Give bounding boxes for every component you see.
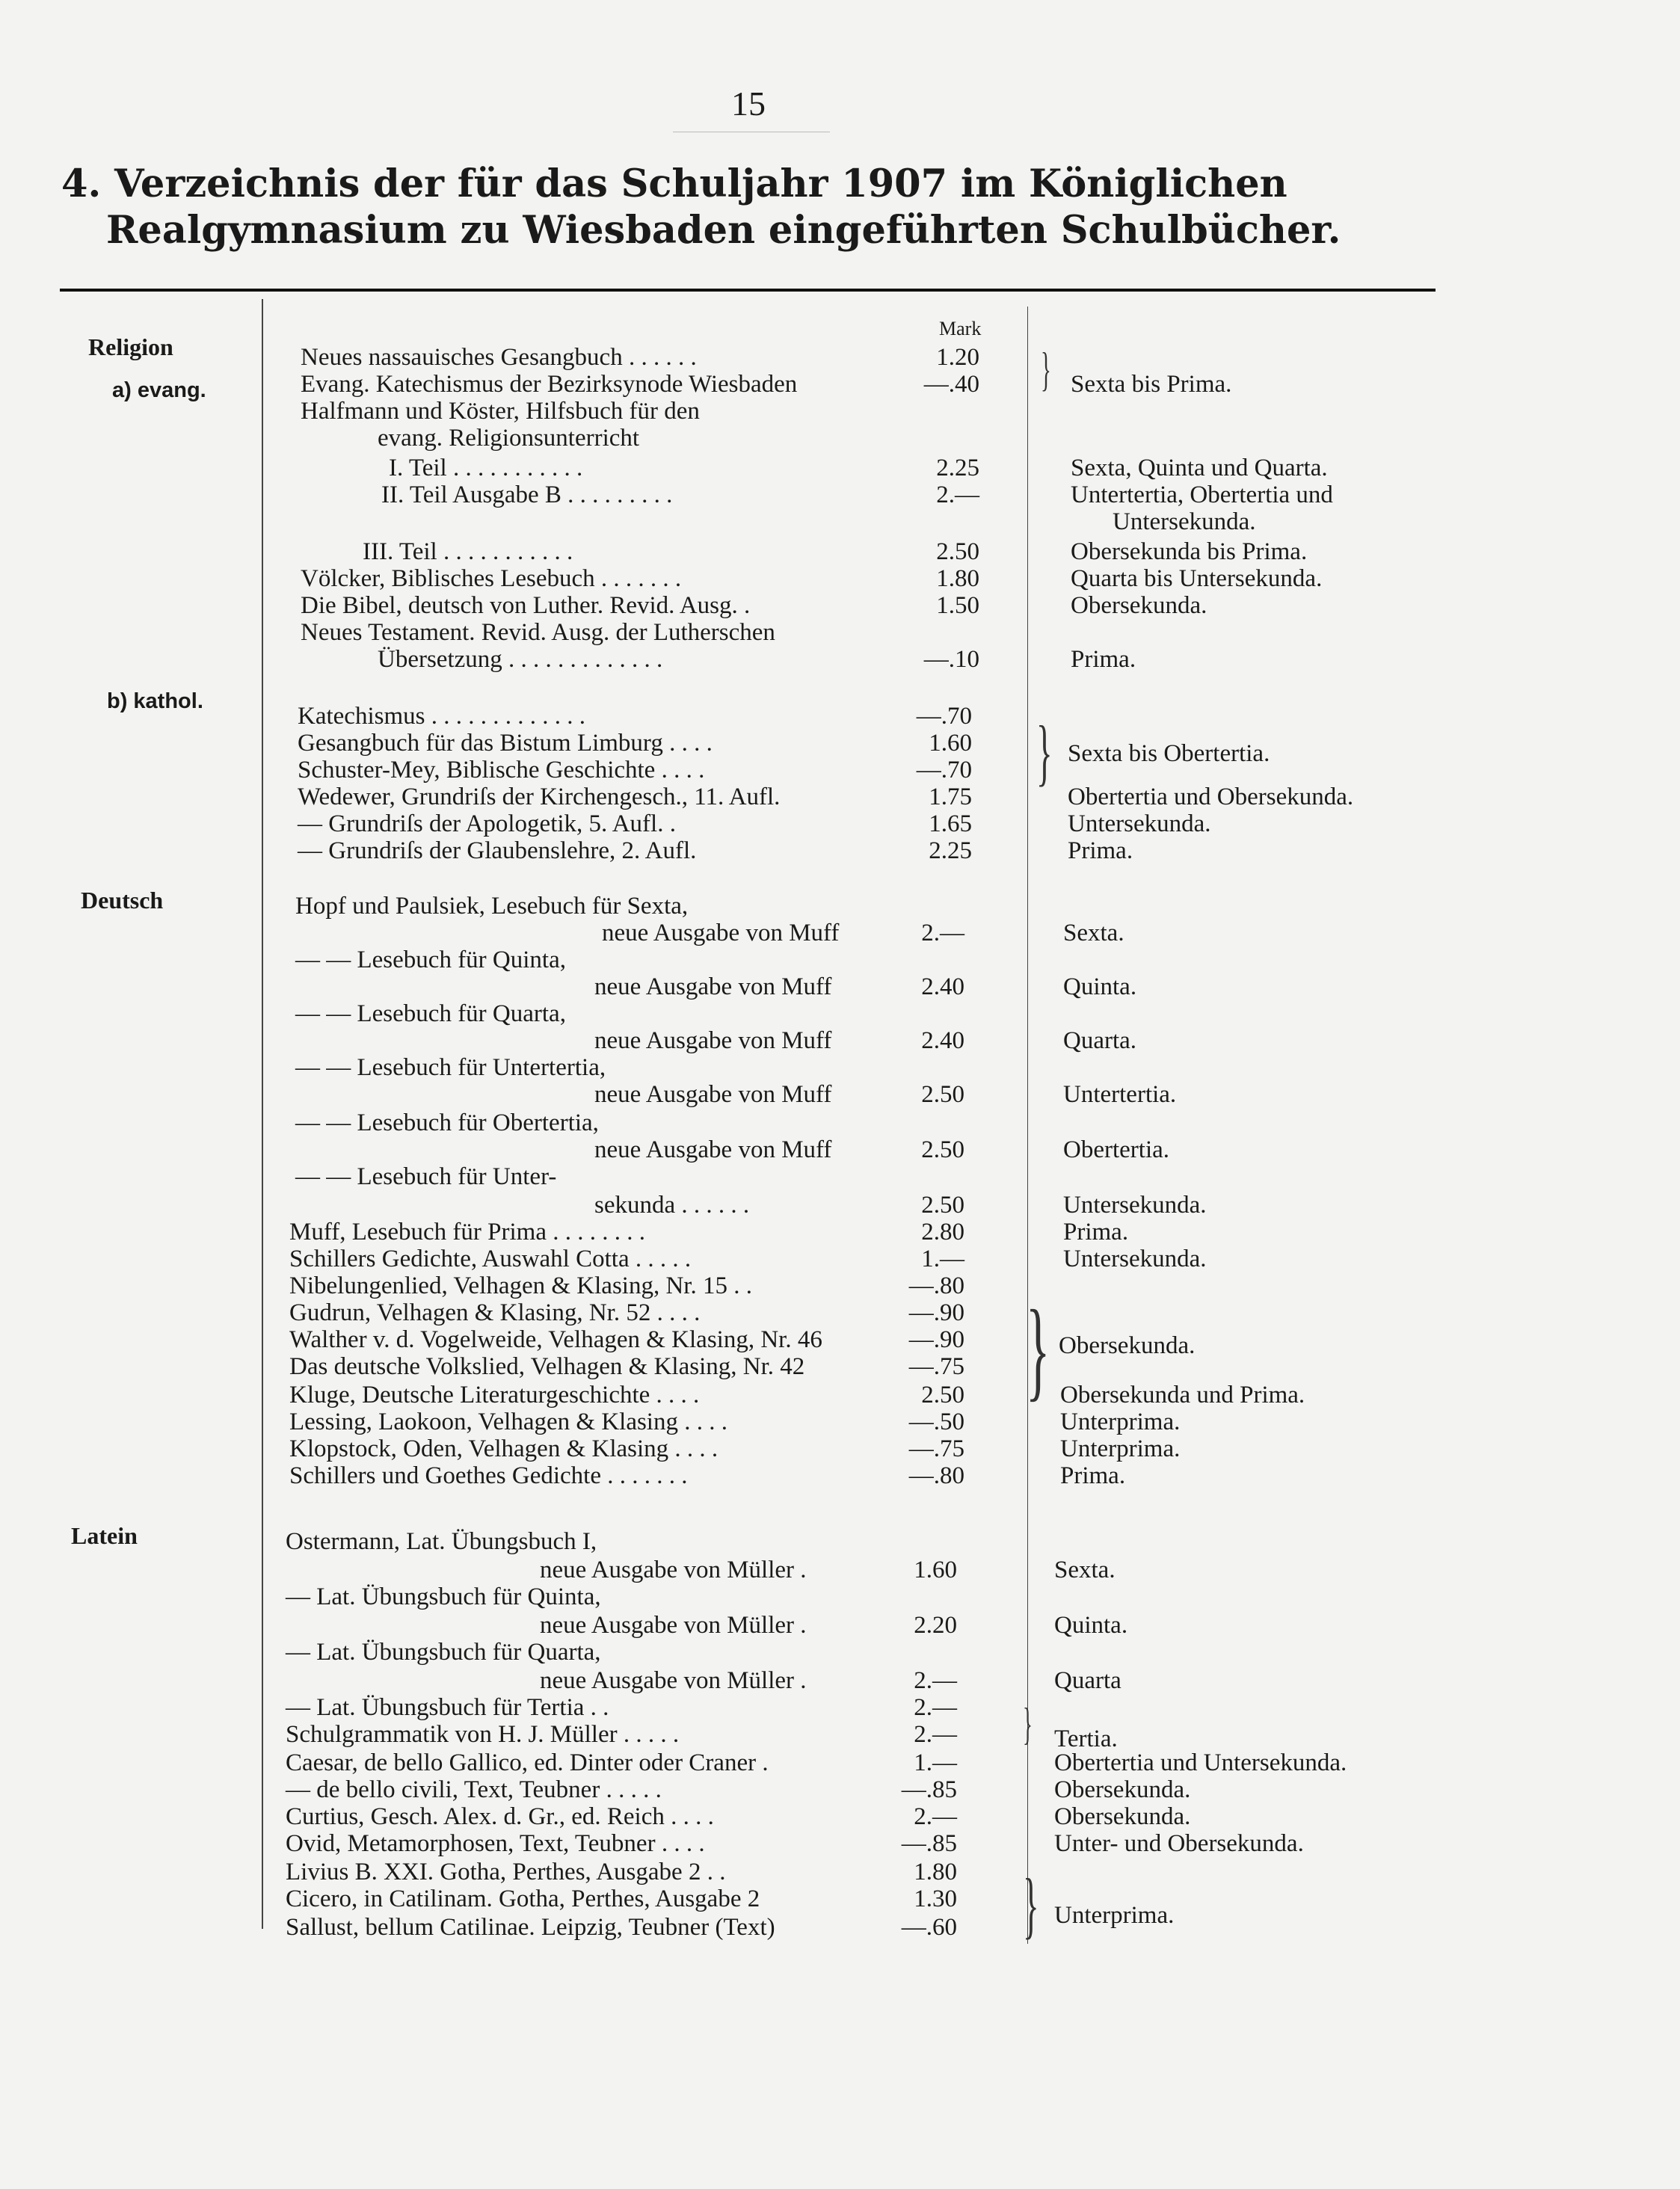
book-price: —.75 [908, 1435, 964, 1462]
class-level: Untersekunda. [1113, 508, 1256, 535]
class-level: Obersekunda bis Prima. [1071, 538, 1308, 565]
class-level: Quarta [1054, 1667, 1121, 1694]
book-title: Nibelungenlied, Velhagen & Klasing, Nr. 15 . . [289, 1272, 752, 1299]
price-column-header: Mark [939, 318, 982, 339]
book-title: neue Ausgabe von Muff [602, 920, 840, 946]
book-price: 1.80 [914, 1859, 957, 1885]
class-level: Tertia. [1054, 1725, 1118, 1752]
book-title: Cicero, in Catilinam. Gotha, Perthes, Ausgabe 2 [286, 1885, 760, 1912]
book-title: — Grundriſs der Apologetik, 5. Aufl. . [298, 810, 676, 837]
book-title: I. Teil . . . . . . . . . . . [389, 455, 583, 481]
book-price: —.90 [908, 1299, 964, 1326]
book-price: —.80 [908, 1272, 964, 1299]
class-level: Unterprima. [1054, 1902, 1175, 1929]
book-price: 1.20 [936, 344, 979, 371]
book-price: 2.50 [921, 1081, 964, 1108]
book-title: Schuster-Mey, Biblische Geschichte . . . . [298, 757, 705, 783]
book-title: sekunda . . . . . . [594, 1192, 750, 1219]
book-title: Livius B. XXI. Gotha, Perthes, Ausgabe 2 . . [286, 1859, 726, 1885]
class-level: Obersekunda. [1059, 1332, 1196, 1359]
class-level: Obertertia und Untersekunda. [1054, 1749, 1347, 1776]
book-title: evang. Religionsunterricht [378, 425, 640, 452]
book-title: Lessing, Laokoon, Velhagen & Klasing . . . . [289, 1408, 727, 1435]
book-title: — — Lesebuch für Obertertia, [295, 1109, 599, 1136]
book-price: 1.60 [929, 730, 972, 757]
book-price: 1.80 [936, 565, 979, 592]
book-price: —.85 [901, 1776, 957, 1803]
book-price: —.50 [908, 1408, 964, 1435]
book-title: Schillers und Goethes Gedichte . . . . . . . [289, 1462, 688, 1489]
brace-icon: } [1041, 342, 1051, 395]
book-price: 2.25 [936, 455, 979, 481]
book-title: neue Ausgabe von Muff [594, 1027, 832, 1054]
book-title: Hopf und Paulsiek, Lesebuch für Sexta, [295, 893, 689, 920]
book-title: — Lat. Übungsbuch für Quarta, [286, 1639, 601, 1666]
book-title: Gudrun, Velhagen & Klasing, Nr. 52 . . . . [289, 1299, 701, 1326]
class-level: Untertertia. [1063, 1081, 1177, 1108]
section-deutsch: Deutsch [81, 887, 164, 914]
book-title: Übersetzung . . . . . . . . . . . . . [378, 646, 663, 673]
class-level: Quinta. [1063, 973, 1137, 1000]
page-number: 15 [731, 84, 766, 123]
book-title: Kluge, Deutsche Literaturgeschichte . . . . [289, 1382, 700, 1408]
book-title: neue Ausgabe von Muff [594, 1081, 832, 1108]
book-price: 1.60 [914, 1557, 957, 1583]
book-title: Schulgrammatik von H. J. Müller . . . . . [286, 1721, 680, 1748]
book-title: Evang. Katechismus der Bezirksynode Wiesbaden [301, 371, 798, 398]
book-title: III. Teil . . . . . . . . . . . [363, 538, 573, 565]
book-price: 1.— [921, 1246, 964, 1272]
book-price: 2.50 [921, 1136, 964, 1163]
book-title: — Lat. Übungsbuch für Quinta, [286, 1583, 601, 1610]
book-title: Walther v. d. Vogelweide, Velhagen & Klasing, Nr. 46 [289, 1326, 822, 1353]
class-level: Quarta. [1063, 1027, 1137, 1054]
column-divider-right [1027, 307, 1028, 1944]
class-level: Untertertia, Obertertia und [1071, 481, 1333, 508]
book-title: II. Teil Ausgabe B . . . . . . . . . [381, 481, 673, 508]
book-title: neue Ausgabe von Muff [594, 1136, 832, 1163]
book-title: — de bello civili, Text, Teubner . . . . . [286, 1776, 662, 1803]
class-level: Sexta bis Prima. [1071, 371, 1232, 398]
book-price: 2.— [914, 1694, 957, 1721]
book-price: 2.80 [921, 1219, 964, 1246]
class-level: Untersekunda. [1063, 1246, 1207, 1272]
book-price: 2.— [921, 920, 964, 946]
header-rule [60, 289, 1436, 292]
title-line-2: Realgymnasium zu Wiesbaden eingeführten Schulbücher. [106, 208, 1341, 253]
book-price: 2.— [936, 481, 979, 508]
book-title: Das deutsche Volkslied, Velhagen & Klasing, Nr. 42 [289, 1353, 805, 1380]
class-level: Prima. [1060, 1462, 1126, 1489]
book-price: —.90 [908, 1326, 964, 1353]
class-level: Unterprima. [1060, 1435, 1181, 1462]
book-price: 1.75 [929, 783, 972, 810]
book-price: 2.40 [921, 973, 964, 1000]
class-level: Obertertia. [1063, 1136, 1170, 1163]
class-level: Obersekunda. [1071, 592, 1207, 619]
book-price: 2.40 [921, 1027, 964, 1054]
book-title: neue Ausgabe von Müller . [540, 1557, 807, 1583]
book-price: 2.— [914, 1803, 957, 1830]
brace-icon: } [1023, 1699, 1033, 1749]
title-line-1: 4. Verzeichnis der für das Schuljahr 1907 im Königlichen [61, 161, 1287, 206]
book-price: —.70 [916, 703, 972, 730]
book-price: —.60 [901, 1914, 957, 1941]
book-title: Neues nassauisches Gesangbuch . . . . . . [301, 344, 697, 371]
book-price: —.40 [923, 371, 979, 398]
book-title: — — Lesebuch für Quarta, [295, 1000, 566, 1027]
book-price: 1.65 [929, 810, 972, 837]
book-price: —.70 [916, 757, 972, 783]
book-title: Neues Testament. Revid. Ausg. der Lutherschen [301, 619, 775, 646]
book-title: Schillers Gedichte, Auswahl Cotta . . . . . [289, 1246, 692, 1272]
class-level: Obersekunda und Prima. [1060, 1382, 1305, 1408]
book-title: Curtius, Gesch. Alex. d. Gr., ed. Reich . . . . [286, 1803, 714, 1830]
book-title: Sallust, bellum Catilinae. Leipzig, Teubner (Text) [286, 1914, 775, 1941]
class-level: Sexta, Quinta und Quarta. [1071, 455, 1328, 481]
book-price: 2.50 [921, 1382, 964, 1408]
brace-icon: } [1036, 710, 1053, 793]
book-title: Muff, Lesebuch für Prima . . . . . . . . [289, 1219, 645, 1246]
section-evang: a) evang. [112, 378, 206, 402]
book-title: Caesar, de bello Gallico, ed. Dinter oder Craner . [286, 1749, 769, 1776]
document-title [61, 161, 1557, 253]
class-level: Unterprima. [1060, 1408, 1181, 1435]
book-price: 1.50 [936, 592, 979, 619]
brace-icon: } [1026, 1287, 1050, 1411]
book-title: Völcker, Biblisches Lesebuch . . . . . . . [301, 565, 682, 592]
column-divider-left [262, 299, 263, 1929]
class-level: Obersekunda. [1054, 1803, 1191, 1830]
class-level: Untersekunda. [1068, 810, 1211, 837]
class-level: Prima. [1071, 646, 1136, 673]
class-level: Sexta. [1063, 920, 1124, 946]
book-title: neue Ausgabe von Müller . [540, 1612, 807, 1639]
class-level: Obertertia und Obersekunda. [1068, 783, 1354, 810]
class-level: Prima. [1063, 1219, 1129, 1246]
book-title: — — Lesebuch für Untertertia, [295, 1054, 606, 1081]
class-level: Sexta. [1054, 1557, 1116, 1583]
book-title: — — Lesebuch für Unter- [295, 1163, 557, 1190]
brace-icon: } [1023, 1863, 1039, 1946]
section-religion: Religion [88, 333, 173, 360]
book-price: —.10 [923, 646, 979, 673]
class-level: Unter- und Obersekunda. [1054, 1830, 1304, 1857]
class-level: Quinta. [1054, 1612, 1128, 1639]
book-price: —.75 [908, 1353, 964, 1380]
book-price: —.80 [908, 1462, 964, 1489]
section-kathol: b) kathol. [107, 689, 203, 713]
book-title: Die Bibel, deutsch von Luther. Revid. Ausg. . [301, 592, 751, 619]
book-price: 2.20 [914, 1612, 957, 1639]
class-level: Quarta bis Untersekunda. [1071, 565, 1323, 592]
class-level: Sexta bis Obertertia. [1068, 740, 1270, 767]
book-price: 2.50 [921, 1192, 964, 1219]
book-title: Halfmann und Köster, Hilfsbuch für den [301, 398, 700, 425]
book-title: Ostermann, Lat. Übungsbuch I, [286, 1528, 597, 1555]
book-title: Klopstock, Oden, Velhagen & Klasing . . . . [289, 1435, 719, 1462]
book-title: neue Ausgabe von Muff [594, 973, 832, 1000]
book-title: neue Ausgabe von Müller . [540, 1667, 807, 1694]
book-title: — Grundriſs der Glaubenslehre, 2. Aufl. [298, 837, 697, 864]
book-price: 2.— [914, 1667, 957, 1694]
book-price: 1.— [914, 1749, 957, 1776]
book-price: 2.25 [929, 837, 972, 864]
section-latein: Latein [71, 1522, 138, 1549]
book-title: Wedewer, Grundriſs der Kirchengesch., 11. Aufl. [298, 783, 781, 810]
book-title: Gesangbuch für das Bistum Limburg . . . . [298, 730, 713, 757]
book-price: 1.30 [914, 1885, 957, 1912]
book-title: Katechismus . . . . . . . . . . . . . [298, 703, 585, 730]
class-level: Obersekunda. [1054, 1776, 1191, 1803]
class-level: Untersekunda. [1063, 1192, 1207, 1219]
book-price: 2.50 [936, 538, 979, 565]
class-level: Prima. [1068, 837, 1133, 864]
book-title: — Lat. Übungsbuch für Tertia . . [286, 1694, 609, 1721]
book-price: —.85 [901, 1830, 957, 1857]
book-price: 2.— [914, 1721, 957, 1748]
book-title: — — Lesebuch für Quinta, [295, 946, 566, 973]
book-title: Ovid, Metamorphosen, Text, Teubner . . . . [286, 1830, 705, 1857]
